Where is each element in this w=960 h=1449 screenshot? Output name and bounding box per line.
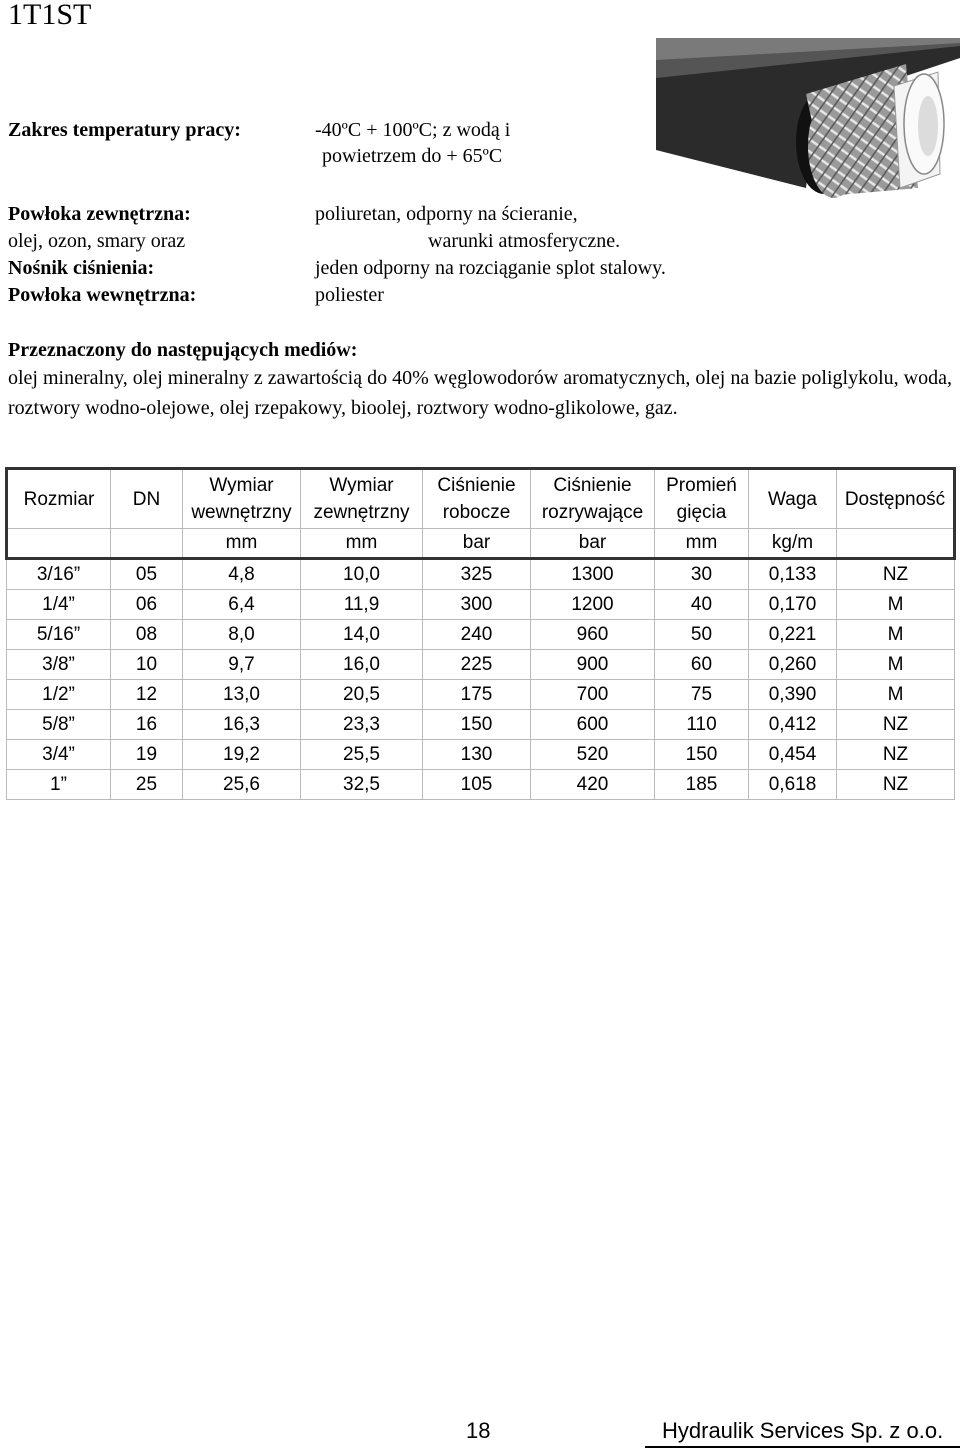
header-availability: Dostępność (837, 469, 955, 529)
table-cell: 06 (111, 590, 183, 620)
table-cell: 3/4” (7, 740, 111, 770)
table-cell: 32,5 (301, 770, 423, 800)
table-row (7, 590, 955, 620)
table-cell: 13,0 (183, 680, 301, 710)
header-work-pressure: Ciśnienie robocze (423, 469, 531, 529)
table-cell: 150 (655, 740, 749, 770)
table-cell: 960 (531, 620, 655, 650)
table-cell: 08 (111, 620, 183, 650)
table-cell: 420 (531, 770, 655, 800)
table-cell: 05 (111, 559, 183, 590)
table-cell: 50 (655, 620, 749, 650)
table-cell: 110 (655, 710, 749, 740)
table-cell: 19 (111, 740, 183, 770)
table-cell: 16,0 (301, 650, 423, 680)
table-cell: NZ (837, 559, 955, 590)
table-cell: 240 (423, 620, 531, 650)
footer-divider (645, 1446, 960, 1448)
table-cell: 30 (655, 559, 749, 590)
outer-coating-label-2: olej, ozon, smary oraz (8, 230, 186, 252)
table-row (7, 620, 955, 650)
temp-label: Zakres temperatury pracy: (8, 119, 241, 141)
table-cell: 8,0 (183, 620, 301, 650)
units-row (7, 529, 955, 559)
table-cell: 175 (423, 680, 531, 710)
table-cell: 25,5 (301, 740, 423, 770)
temp-value-2: powietrzem do + 65ºC (322, 145, 503, 167)
unit-bend: mm (655, 529, 749, 559)
media-heading: Przeznaczony do następujących mediów: (8, 339, 358, 361)
table-cell: 0,618 (749, 770, 837, 800)
table-cell: 0,221 (749, 620, 837, 650)
table-cell: 40 (655, 590, 749, 620)
unit-weight: kg/m (749, 529, 837, 559)
header-rozmiar: Rozmiar (7, 469, 111, 529)
table-row (7, 740, 955, 770)
table-cell: 25 (111, 770, 183, 800)
table-cell: 700 (531, 680, 655, 710)
table-cell: 75 (655, 680, 749, 710)
company-name: Hydraulik Services Sp. z o.o. (662, 1418, 944, 1443)
table-cell: 900 (531, 650, 655, 680)
table-cell: 23,3 (301, 710, 423, 740)
table-cell: 0,412 (749, 710, 837, 740)
table-cell: 3/16” (7, 559, 111, 590)
table-cell: 11,9 (301, 590, 423, 620)
table-cell: 4,8 (183, 559, 301, 590)
table-cell: NZ (837, 770, 955, 800)
table-cell: 16 (111, 710, 183, 740)
table-cell: 12 (111, 680, 183, 710)
carrier-label: Nośnik ciśnienia: (8, 257, 155, 279)
header-dn: DN (111, 469, 183, 529)
unit-inner: mm (183, 529, 301, 559)
hose-product-image (656, 38, 960, 208)
table-cell: 1200 (531, 590, 655, 620)
table-cell: 0,260 (749, 650, 837, 680)
table-row (7, 710, 955, 740)
table-cell: 105 (423, 770, 531, 800)
table-cell: 16,3 (183, 710, 301, 740)
inner-coating-label: Powłoka wewnętrzna: (8, 284, 197, 306)
table-cell: M (837, 680, 955, 710)
table-row (7, 680, 955, 710)
table-cell: 3/8” (7, 650, 111, 680)
page-title: 1T1ST (8, 0, 92, 31)
table-cell: 1300 (531, 559, 655, 590)
table-cell: 1/2” (7, 680, 111, 710)
table-cell: 225 (423, 650, 531, 680)
outer-coating-value-2: warunki atmosferyczne. (428, 230, 621, 252)
table-cell: M (837, 620, 955, 650)
header-weight: Waga (749, 469, 837, 529)
header-bend-radius: Promień gięcia (655, 469, 749, 529)
table-cell: 185 (655, 770, 749, 800)
unit-outer: mm (301, 529, 423, 559)
table-cell: 130 (423, 740, 531, 770)
table-cell: 5/16” (7, 620, 111, 650)
table-cell: 20,5 (301, 680, 423, 710)
table-cell: 0,170 (749, 590, 837, 620)
carrier-value: jeden odporny na rozciąganie splot stalowy. (315, 257, 666, 279)
table-cell: 600 (531, 710, 655, 740)
table-cell: M (837, 650, 955, 680)
table-cell: 10,0 (301, 559, 423, 590)
unit-work: bar (423, 529, 531, 559)
table-cell: 19,2 (183, 740, 301, 770)
page-number: 18 (466, 1418, 491, 1443)
outer-coating-label: Powłoka zewnętrzna: (8, 203, 191, 225)
inner-coating-value: poliester (315, 284, 384, 306)
temp-value-1: -40ºC + 100ºC; z wodą i (315, 119, 511, 141)
table-cell: 6,4 (183, 590, 301, 620)
table-cell: 0,390 (749, 680, 837, 710)
table-cell: 10 (111, 650, 183, 680)
table-cell: 25,6 (183, 770, 301, 800)
table-cell: 0,133 (749, 559, 837, 590)
table-cell: 325 (423, 559, 531, 590)
table-cell: 5/8” (7, 710, 111, 740)
table-cell: 300 (423, 590, 531, 620)
header-outer-dim: Wymiar zewnętrzny (301, 469, 423, 529)
table-row (7, 559, 955, 590)
table-cell: NZ (837, 710, 955, 740)
table-row (7, 770, 955, 800)
outer-coating-value: poliuretan, odporny na ścieranie, (315, 203, 578, 225)
table-cell: NZ (837, 740, 955, 770)
header-inner-dim: Wymiar wewnętrzny (183, 469, 301, 529)
table-cell: 1” (7, 770, 111, 800)
header-row (7, 469, 955, 529)
table-cell: 0,454 (749, 740, 837, 770)
table-cell: 1/4” (7, 590, 111, 620)
table-cell: 60 (655, 650, 749, 680)
media-text: olej mineralny, olej mineralny z zawartością do 40% węglowodorów aromatycznych, olej na bazie poliglykolu, woda, roztwory wodno-olejowe, olej rzepakowy, bioolej, roztwory wodno-glikolowe, gaz. (8, 367, 952, 419)
table-cell: 150 (423, 710, 531, 740)
table-cell: 14,0 (301, 620, 423, 650)
table-cell: 520 (531, 740, 655, 770)
table-row (7, 650, 955, 680)
unit-burst: bar (531, 529, 655, 559)
header-burst-pressure: Ciśnienie rozrywające (531, 469, 655, 529)
table-cell: M (837, 590, 955, 620)
table-cell: 9,7 (183, 650, 301, 680)
spec-table (5, 467, 956, 800)
